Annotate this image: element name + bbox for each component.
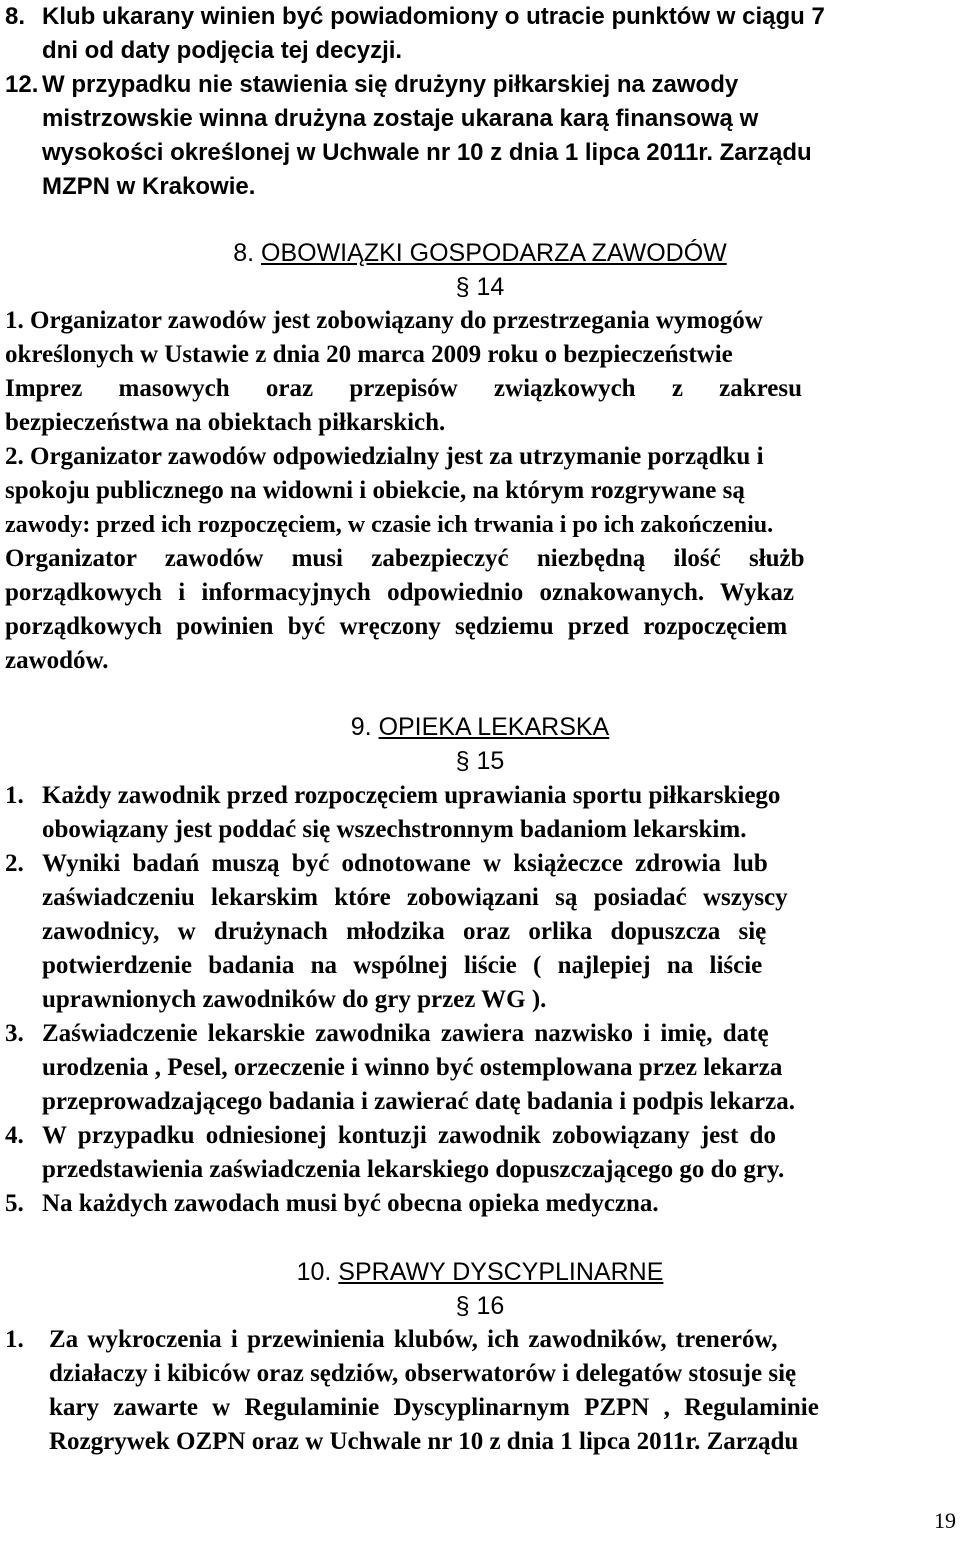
item-text-line: uprawnionych zawodników do gry przez WG ). <box>42 986 547 1013</box>
paragraph-16: § 16 <box>455 1292 505 1320</box>
text-line: zawodów. <box>5 647 109 674</box>
item-number: 5. <box>5 1190 24 1217</box>
section-title: SPRAWY DYSCYPLINARNE <box>338 1258 664 1286</box>
text-line: porządkowych i informacyjnych odpowiednio oznakowanych. Wykaz <box>5 579 794 606</box>
item-number: 8. <box>5 3 26 30</box>
item-text-line: Za wykroczenia i przewinienia klubów, ich zawodników, trenerów, <box>49 1326 778 1353</box>
item-text-line: obowiązany jest poddać się wszechstronnym badaniom lekarskim. <box>42 816 747 843</box>
paragraph-15: § 15 <box>455 747 505 775</box>
item-text-line: działaczy i kibiców oraz sędziów, obserwatorów i delegatów stosuje się <box>49 1360 797 1387</box>
item-8 <box>0 0 960 68</box>
item-text-line: Zaświadczenie lekarskie zawodnika zawiera nazwisko i imię, datę <box>42 1020 769 1047</box>
item-text-line: Każdy zawodnik przed rozpoczęciem uprawiania sportu piłkarskiego <box>42 782 781 809</box>
page-number: 19 <box>934 1508 956 1533</box>
item-text-line: Na każdych zawodach musi być obecna opieka medyczna. <box>42 1190 659 1217</box>
sec9-item-5 <box>0 1187 960 1221</box>
sec9-item-2 <box>0 847 960 1017</box>
section-9-heading <box>0 710 960 744</box>
item-text-line: kary zawarte w Regulaminie Dyscyplinarnym PZPN , Regulaminie <box>49 1394 819 1421</box>
item-text-line: Wyniki badań muszą być odnotowane w książeczce zdrowia lub <box>42 850 768 877</box>
item-number: 3. <box>5 1020 24 1047</box>
sec10-item-1 <box>0 1323 960 1459</box>
item-text-line: W przypadku nie stawienia się drużyny piłkarskiej na zawody <box>42 71 739 98</box>
section-title: OBOWIĄZKI GOSPODARZA ZAWODÓW <box>261 239 727 267</box>
text-line: 2. Organizator zawodów odpowiedzialny jest za utrzymanie porządku i <box>5 443 764 470</box>
sec9-item-3 <box>0 1017 960 1119</box>
sec9-item-4 <box>0 1119 960 1187</box>
item-text-line: mistrzowskie winna drużyna zostaje ukarana karą finansową w <box>42 105 759 132</box>
item-text-line: wysokości określonej w Uchwale nr 10 z dnia 1 lipca 2011r. Zarządu <box>42 139 812 166</box>
section-title: OPIEKA LEKARSKA <box>378 713 610 741</box>
item-text-line: przedstawienia zaświadczenia lekarskiego dopuszczającego go do gry. <box>42 1156 785 1183</box>
sec8-paragraph-1 <box>0 304 960 440</box>
item-text-line: urodzenia , Pesel, orzeczenie i winno być ostemplowana przez lekarza <box>42 1054 783 1081</box>
text-line: spokoju publicznego na widowni i obiekcie, na którym rozgrywane są <box>5 477 745 504</box>
sec9-item-1 <box>0 779 960 847</box>
item-text-line: MZPN w Krakowie. <box>42 173 256 200</box>
item-text-line: potwierdzenie badania na wspólnej liście ( najlepiej na liście <box>42 952 763 979</box>
section-10-heading <box>0 1255 960 1289</box>
text-line: zawody: przed ich rozpoczęciem, w czasie ich trwania i po ich zakończeniu. <box>5 512 774 538</box>
item-number: 2. <box>5 850 24 877</box>
text-line: określonych w Ustawie z dnia 20 marca 2009 roku o bezpieczeństwie <box>5 341 733 368</box>
section-number: 9. <box>350 713 379 741</box>
item-text-line: zaświadczeniu lekarskim które zobowiązani są posiadać wszyscy <box>42 884 788 911</box>
text-line: Imprez masowych oraz przepisów związkowych z zakresu <box>5 375 803 402</box>
item-text-line: W przypadku odniesionej kontuzji zawodnik zobowiązany jest do <box>42 1122 776 1149</box>
sec8-paragraph-2 <box>0 440 960 678</box>
item-number: 1. <box>5 1326 24 1353</box>
text-line: bezpieczeństwa na obiektach piłkarskich. <box>5 409 446 436</box>
section-number: 8. <box>233 239 262 267</box>
text-line: 1. Organizator zawodów jest zobowiązany do przestrzegania wymogów <box>5 307 763 334</box>
item-number: 12. <box>5 71 39 98</box>
item-number: 1. <box>5 782 24 809</box>
section-number: 10. <box>296 1258 339 1286</box>
item-text-line: Klub ukarany winien być powiadomiony o utracie punktów w ciągu 7 <box>42 3 825 30</box>
text-line: porządkowych powinien być wręczony sędziemu przed rozpoczęciem <box>5 613 788 640</box>
section-8-heading <box>0 236 960 270</box>
text-line: Organizator zawodów musi zabezpieczyć niezbędną ilość służb <box>5 545 805 572</box>
paragraph-14: § 14 <box>455 273 505 301</box>
item-text-line: dni od daty podjęcia tej decyzji. <box>42 37 403 64</box>
item-text-line: przeprowadzającego badania i zawierać datę badania i podpis lekarza. <box>42 1088 796 1115</box>
item-number: 4. <box>5 1122 24 1149</box>
item-text-line: Rozgrywek OZPN oraz w Uchwale nr 10 z dnia 1 lipca 2011r. Zarządu <box>49 1428 799 1455</box>
item-text-line: zawodnicy, w drużynach młodzika oraz orlika dopuszcza się <box>42 918 767 945</box>
item-12 <box>0 68 960 204</box>
